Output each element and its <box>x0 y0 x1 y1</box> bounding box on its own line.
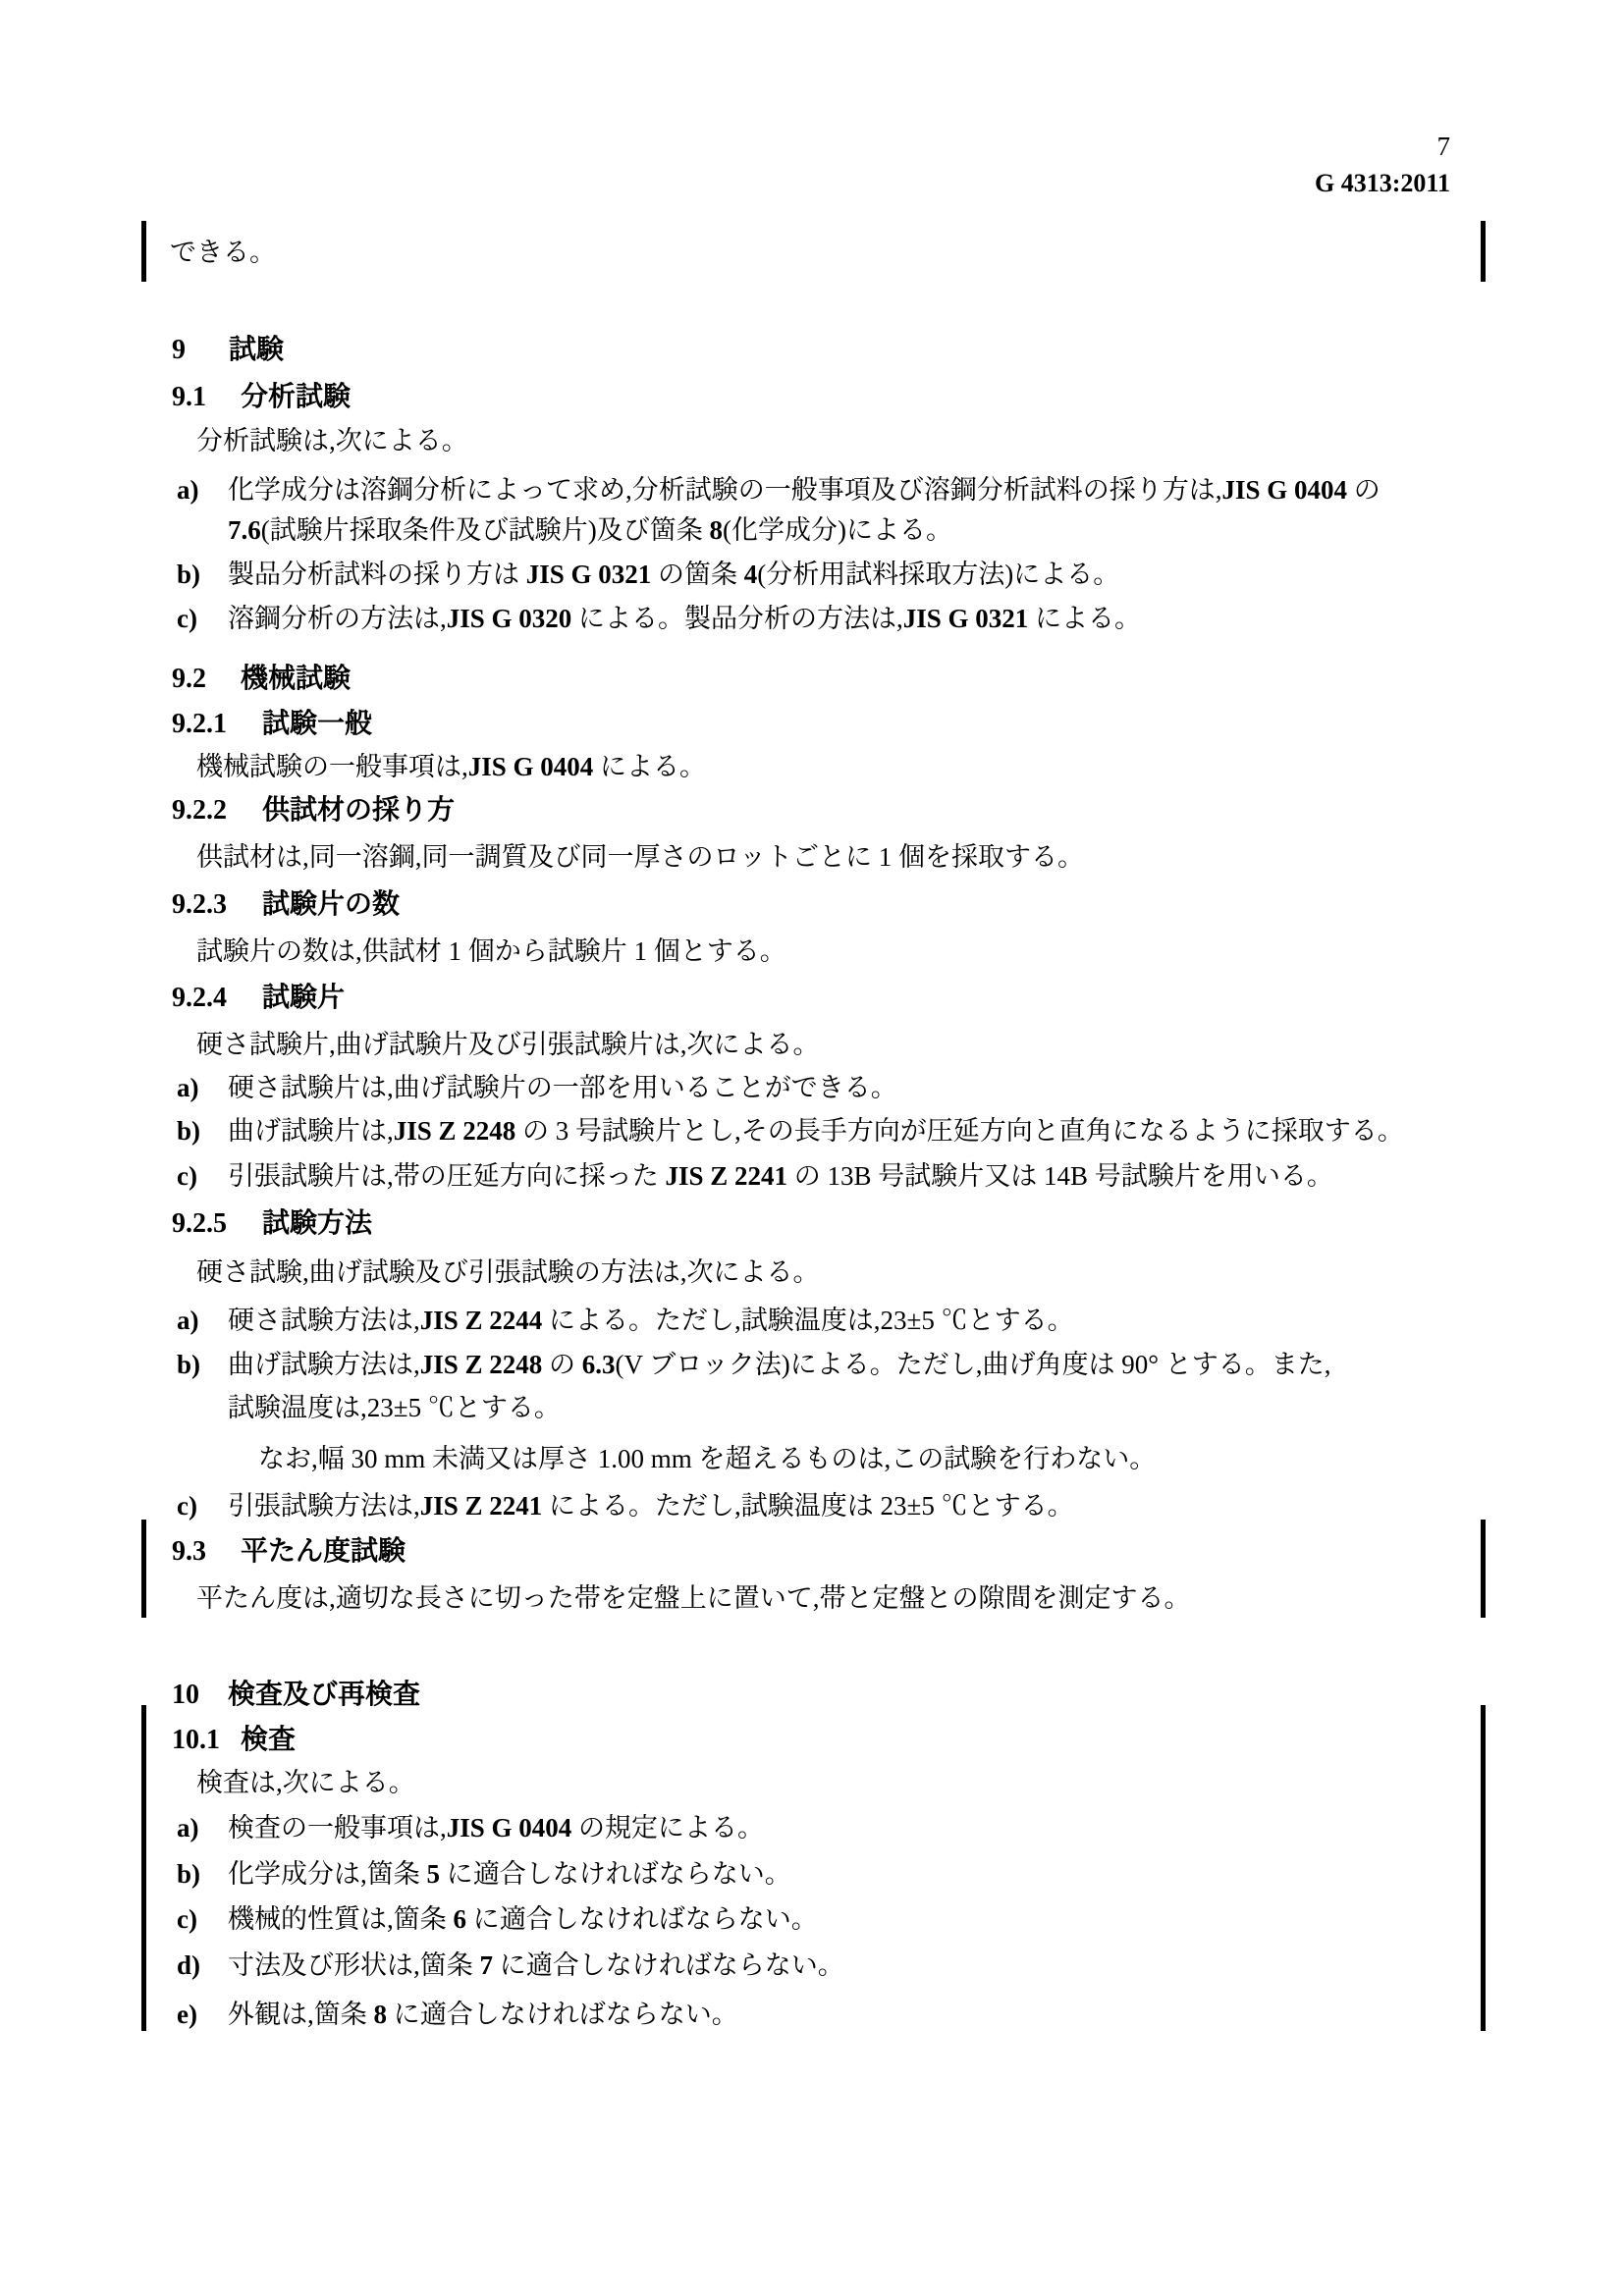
section-title: 試験片の数 <box>262 888 401 919</box>
section-title: 供試材の採り方 <box>262 794 456 825</box>
standard-code: G 4313:2011 <box>1315 169 1450 197</box>
item-marker: c) <box>177 604 197 633</box>
section-number: 9.2.3 <box>172 889 227 920</box>
item-9-2-5-a <box>177 1305 1074 1336</box>
item-marker: b) <box>177 1859 201 1889</box>
item-marker: e) <box>177 2000 197 2029</box>
item-marker: a) <box>177 1306 199 1335</box>
item-text: 化学成分は溶鋼分析によって求め,分析試験の一般事項及び溶鋼分析試料の採り方は,JIS G 0404 の <box>228 475 1380 505</box>
section-number: 10.1 <box>172 1725 220 1755</box>
item-9-2-5-c <box>177 1490 1074 1522</box>
item-marker: c) <box>177 1904 197 1934</box>
item-9-2-5-b-note: なお,幅 30 mm 未満又は厚さ 1.00 mm を超えるものは,この試験を行わない。 <box>258 1444 1157 1473</box>
heading-9-2-5 <box>172 1207 372 1240</box>
item-9-1-c <box>177 603 1141 634</box>
item-marker: a) <box>177 475 199 505</box>
item-9-2-4-b <box>177 1115 1404 1147</box>
para-9-2-3: 試験片の数は,供試材 1 個から試験片 1 個とする。 <box>196 936 786 966</box>
item-marker: a) <box>177 1813 199 1842</box>
section-title: 試験片 <box>262 982 346 1012</box>
section-title: 試験一般 <box>262 708 373 738</box>
para-10-1-intro: 検査は,次による。 <box>196 1768 415 1797</box>
section-number: 9.2.2 <box>172 795 227 826</box>
para-9-2-5-intro: 硬さ試験,曲げ試験及び引張試験の方法は,次による。 <box>196 1257 820 1287</box>
section-number: 9.2.4 <box>172 983 227 1013</box>
page-number: 7 <box>1436 132 1450 161</box>
item-9-2-4-c <box>177 1160 1333 1192</box>
item-text: 外観は,箇条 8 に適合しなければならない。 <box>228 2000 738 2029</box>
item-9-2-4-a <box>177 1072 897 1103</box>
item-marker: b) <box>177 560 201 589</box>
item-9-1-a-line-1 <box>177 474 1380 506</box>
heading-9-2-2 <box>172 794 455 827</box>
item-9-2-5-b-line-1 <box>177 1349 1331 1380</box>
heading-9-2 <box>172 663 351 695</box>
item-9-1-b <box>177 559 1119 590</box>
section-title: 機械試験 <box>241 663 352 693</box>
change-marker-bar-left-10-1 <box>141 1705 146 2031</box>
item-10-1-b <box>177 1858 791 1890</box>
item-text: 機械的性質は,箇条 6 に適合しなければならない。 <box>228 1904 818 1934</box>
section-number: 9.2 <box>172 664 206 694</box>
section-title: 試験 <box>229 334 285 364</box>
heading-9-2-1 <box>172 708 372 740</box>
para-9-2-1: 機械試験の一般事項は,JIS G 0404 による。 <box>196 752 707 781</box>
item-text: 引張試験片は,帯の圧延方向に採った JIS Z 2241 の 13B 号試験片又は 14B 号試験片を用いる。 <box>228 1161 1333 1191</box>
item-marker: b) <box>177 1116 201 1146</box>
para-9-1-intro: 分析試験は,次による。 <box>196 426 468 455</box>
item-text: 検査の一般事項は,JIS G 0404 の規定による。 <box>228 1813 765 1842</box>
section-number: 10 <box>172 1680 199 1710</box>
heading-9-1 <box>172 381 351 413</box>
item-marker: b) <box>177 1350 201 1379</box>
item-marker: a) <box>177 1073 199 1102</box>
item-text: 溶鋼分析の方法は,JIS G 0320 による。製品分析の方法は,JIS G 0321 による。 <box>228 604 1142 633</box>
item-marker: c) <box>177 1491 197 1521</box>
heading-9 <box>172 334 284 366</box>
item-text: 化学成分は,箇条 5 に適合しなければならない。 <box>228 1859 791 1889</box>
section-title: 検査 <box>241 1724 297 1754</box>
item-text: 硬さ試験方法は,JIS Z 2244 による。ただし,試験温度は,23±5 ℃とする。 <box>228 1306 1074 1335</box>
heading-9-2-4 <box>172 982 345 1014</box>
change-marker-bar-right-top <box>1481 221 1486 282</box>
heading-10 <box>172 1679 420 1711</box>
heading-9-3 <box>172 1535 406 1568</box>
section-title: 検査及び再検査 <box>228 1679 421 1709</box>
item-text: 寸法及び形状は,箇条 7 に適合しなければならない。 <box>228 1950 844 1980</box>
item-9-2-5-b-line-2: 試験温度は,23±5 ℃とする。 <box>228 1393 561 1422</box>
section-number: 9.2.1 <box>172 709 227 739</box>
item-marker: c) <box>177 1161 197 1191</box>
section-title: 平たん度試験 <box>241 1535 406 1566</box>
para-9-2-2: 供試材は,同一溶鋼,同一調質及び同一厚さのロットごとに 1 個を採取する。 <box>196 842 1084 872</box>
change-marker-bar-left-9-3 <box>141 1520 146 1618</box>
item-10-1-e <box>177 1999 738 2030</box>
item-10-1-c <box>177 1903 818 1935</box>
section-number: 9.3 <box>172 1536 206 1567</box>
change-marker-bar-left-top <box>141 221 146 282</box>
para-9-2-4-intro: 硬さ試験片,曲げ試験片及び引張試験片は,次による。 <box>196 1030 820 1059</box>
para-9-3: 平たん度は,適切な長さに切った帯を定盤上に置いて,帯と定盤との隙間を測定する。 <box>196 1583 1191 1613</box>
change-marker-bar-right-10-1 <box>1481 1705 1486 2031</box>
heading-9-2-3 <box>172 888 400 921</box>
item-10-1-d <box>177 1949 844 1981</box>
item-10-1-a <box>177 1812 764 1843</box>
section-number: 9 <box>172 335 186 365</box>
item-text: 引張試験方法は,JIS Z 2241 による。ただし,試験温度は 23±5 ℃とする。 <box>228 1491 1074 1521</box>
item-marker: d) <box>177 1950 201 1980</box>
continuation-text: できる。 <box>170 238 276 267</box>
section-title: 試験方法 <box>262 1207 373 1238</box>
item-9-1-a-line-2: 7.6(試験片採取条件及び試験片)及び箇条 8(化学成分)による。 <box>228 515 952 545</box>
item-text: 曲げ試験方法は,JIS Z 2248 の 6.3(V ブロック法)による。ただし,曲げ角度は 90° とする。また, <box>228 1350 1331 1379</box>
change-marker-bar-right-9-3 <box>1481 1520 1486 1618</box>
section-number: 9.1 <box>172 382 206 412</box>
item-text: 曲げ試験片は,JIS Z 2248 の 3 号試験片とし,その長手方向が圧延方向と直角になるように採取する。 <box>228 1116 1404 1146</box>
item-text: 製品分析試料の採り方は JIS G 0321 の箇条 4(分析用試料採取方法)による。 <box>228 560 1120 589</box>
section-number: 9.2.5 <box>172 1208 227 1239</box>
heading-10-1 <box>172 1724 296 1756</box>
section-title: 分析試験 <box>241 381 352 411</box>
item-text: 硬さ試験片は,曲げ試験片の一部を用いることができる。 <box>228 1073 897 1102</box>
